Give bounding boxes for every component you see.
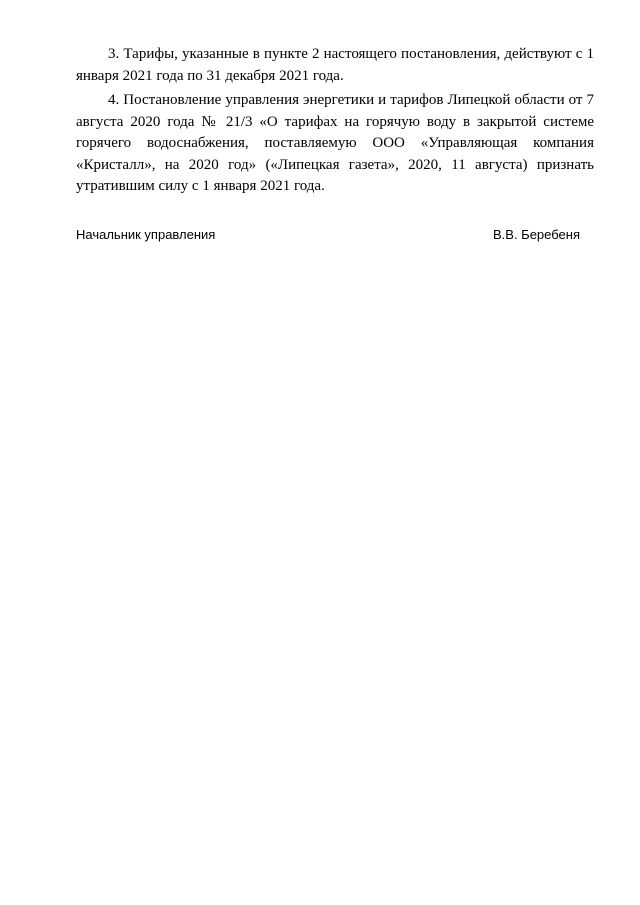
signatory-name: В.В. Беребеня [492,227,580,242]
signatory-position: Начальник управления [76,227,216,242]
document-body [76,44,594,201]
paragraph-4: 4. Постановление управления энергетики и тарифов Липецкой области от 7 августа 2020 года № 21/3 «О тарифах на горячую воду в закрытой системе горячего водоснабжения, поставляемую ООО «Управляющая компания «Кристалл», на 2020 год» («Липецкая газета», 2020, 11 августа) признать утратившим силу с 1 января 2021 года. [76,92,594,194]
paragraph-3: 3. Тарифы, указанные в пункте 2 настоящего постановления, действуют с 1 января 2021 года по 31 декабря 2021 года. [76,46,594,84]
